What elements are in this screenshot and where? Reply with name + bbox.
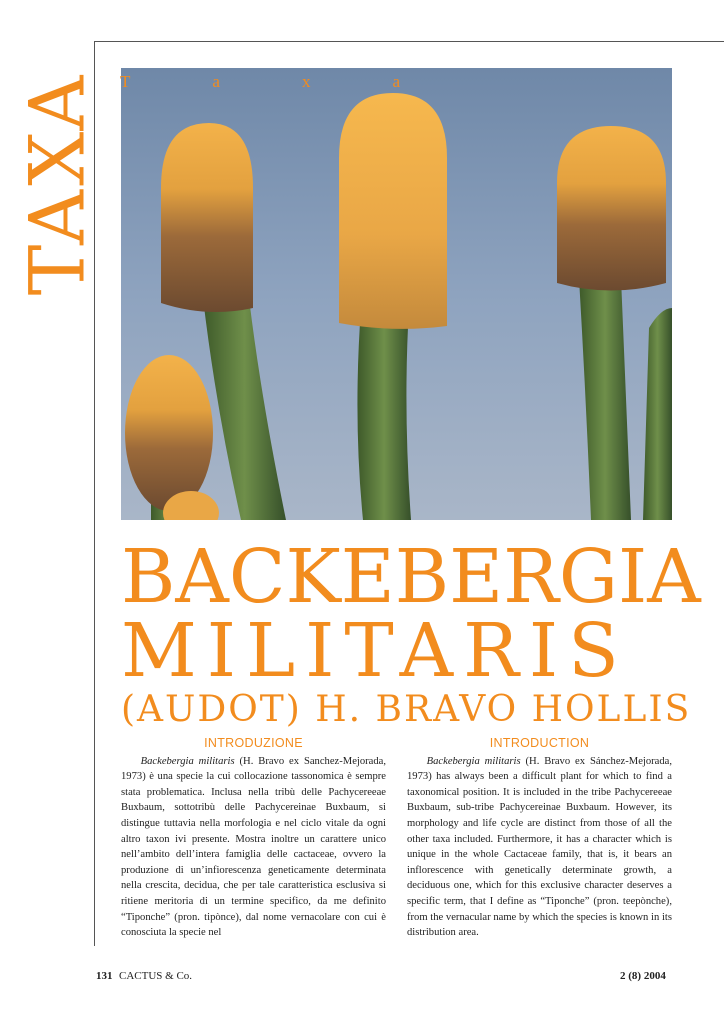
cactus-photo [121, 68, 672, 520]
title-species: MILITARIS [121, 608, 629, 694]
letter: a [212, 72, 220, 91]
english-heading: INTRODUCTION [489, 736, 590, 750]
page-number: 131 [96, 970, 113, 982]
section-spaced-label [120, 72, 400, 92]
italian-column [121, 736, 386, 941]
letter: a [392, 72, 400, 91]
magazine-name: CACTUS & Co. [119, 970, 193, 982]
section-vertical-label: TAXA [12, 71, 102, 295]
title-genus: BACKEBERGIA [121, 534, 701, 620]
english-column [407, 736, 672, 941]
english-body: (H. Bravo ex Sánchez-Mejorada, 1973) has always been a difficult plant for which to find a taxonomical position. It is included in the tribe Pachycereeae Buxbaum, sub-tribe Pachycereinae Buxbaum. However, its morphology and life cycle are distinct from those of all the other taxa included. Furthermore, it has a character which is unique in the whole Cactaceae family, that is, it bears an inflorescence with genetically determinate growth, a deciduous one, which for this exclusive character deserves a specific term, that I define as “Tiponche” (pron. teepònche), from the vernacular name by which the species is known in its distribution area. [407, 755, 673, 939]
species-name: Backebergia militaris [140, 755, 235, 767]
italian-paragraph [121, 754, 386, 941]
top-rule [94, 41, 724, 42]
species-name: Backebergia militaris [426, 755, 521, 767]
title-authority: (AUDOT) H. BRAVO HOLLIS [121, 689, 692, 730]
letter: x [301, 72, 311, 91]
english-paragraph [407, 754, 672, 941]
letter: T [120, 72, 131, 91]
italian-heading: INTRODUZIONE [204, 736, 303, 750]
issue-number: 2 (8) 2004 [620, 970, 666, 982]
article-title [121, 534, 701, 730]
italian-body: (H. Bravo ex Sanchez-Mejorada, 1973) è una specie la cui collocazione tassonomica è sempre stata problematica. Inclusa nella tribù delle Pachycereeae Buxbaum, sottotribù delle Pachycereinae Buxbaum, si distingue tuttavia nella morfologia e nel ciclo vitale da ogni altro taxon ivi presente. Mostra inoltre un carattere unico nell’ambito dell’intera famiglia delle cactaceae, ovvero la produzione di un’infiorescenza geneticamente determinata nella crescita, decidua, che per tale caratteristica esclusiva si ritiene meritoria di un termine specifico, da me definito “Tiponche” (pron. tipònce), dal nome vernacolare con cui è conosciuta la specie nel [121, 755, 387, 939]
